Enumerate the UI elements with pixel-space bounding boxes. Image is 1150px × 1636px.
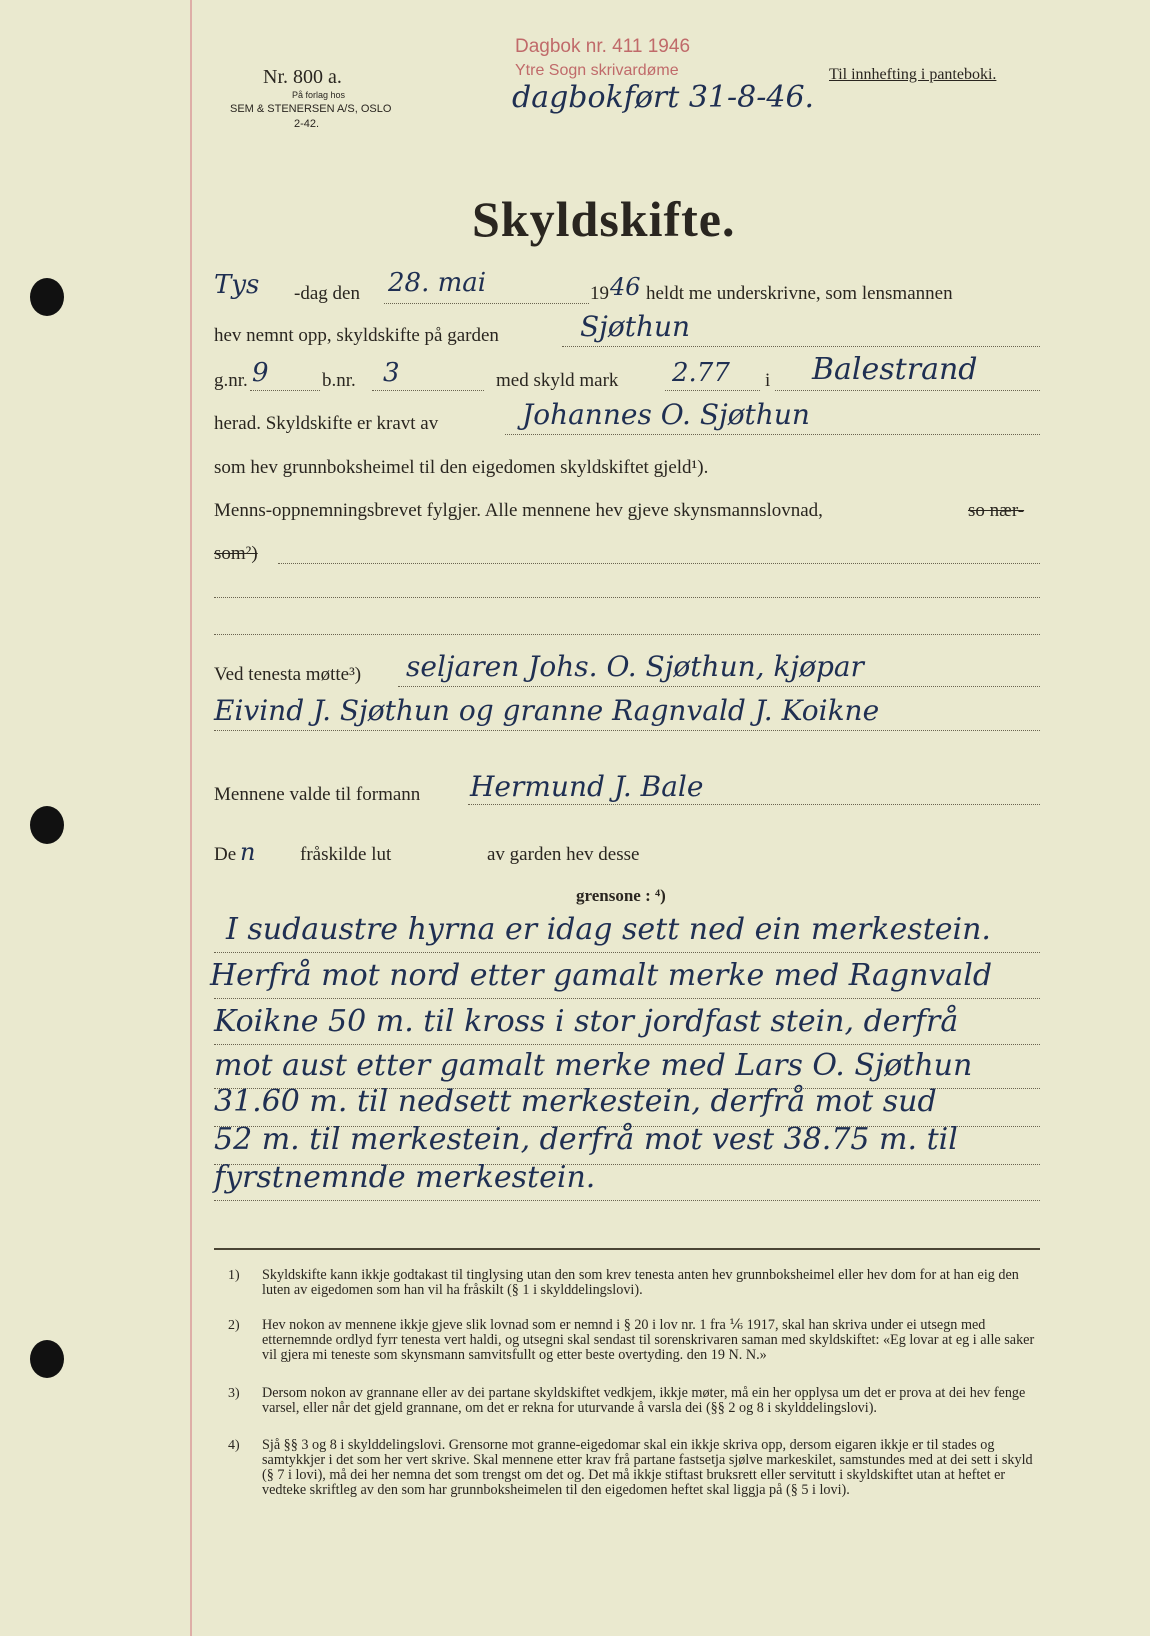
bnr-label: b.nr.	[322, 370, 356, 391]
municipality-line	[775, 390, 1040, 391]
lut-label-c: av garden hev desse	[487, 844, 640, 865]
blank-line-3	[214, 634, 1040, 635]
skyld-handwritten: 2.77	[672, 358, 730, 388]
weekday-handwritten: Tys	[214, 270, 260, 300]
boundary-line-7: fyrstnemnde merkestein.	[214, 1160, 596, 1195]
attendance-line-2	[214, 730, 1040, 731]
gnr-label: g.nr.	[214, 370, 248, 391]
boundary-line-3: Koikne 50 m. til kross i stor jordfast stein, derfrå	[214, 1004, 959, 1039]
year-handwritten: 46	[610, 273, 641, 301]
form-number: Nr. 800 a.	[263, 66, 342, 88]
boundary-line-6: 52 m. til merkestein, derfrå mot vest 38.75 m. til	[214, 1122, 958, 1157]
punch-hole-bottom	[30, 1340, 64, 1378]
lut-handwritten: n	[240, 838, 256, 866]
gnr-handwritten: 9	[252, 358, 269, 388]
farm-line	[562, 346, 1040, 347]
lut-label-a: De	[214, 844, 237, 865]
line6-text: Menns-oppnemningsbrevet fylgjer. Alle mennene hev gjeve skynsmannslovnad,	[214, 500, 823, 521]
requester-handwritten: Johannes O. Sjøthun	[522, 398, 810, 431]
footnote-2-text: Hev nokon av mennene ikkje gjeve slik lovnad som er nemnd i § 20 i lov nr. 1 fra ⅙ 1917, skal han skriva under ei utsegn med etternemnde ordlyd fyrr tenesta vert haldi, og utsegni skal sendast til sorenskrivaren saman med skyldskiftet: «Eg lovar at eg i alle saker vil gjera mi teneste som skynsmann samvitsfullt og etter beste overtyding. den 19 N. N.»	[262, 1317, 1035, 1363]
lut-label-b: fråskilde lut	[300, 844, 392, 865]
line1-text: heldt me underskrivne, som lensmannen	[646, 283, 953, 304]
margin-line	[190, 0, 192, 1636]
punch-hole-middle	[30, 806, 64, 844]
boundary-rule-3	[214, 1044, 1040, 1045]
boundary-line-5: 31.60 m. til nedsett merkestein, derfrå mot sud	[214, 1084, 937, 1119]
footnote-3-text: Dersom nokon av grannane eller av dei partane skyldskiftet vedkjem, ikkje møter, må ein her opplysa um det er prova at dei hev fenge varsel, eller når det gjeld grannane, om det er rekna for uturvande å varsla dei (§§ 2 og 8 i skylddelingslovi).	[262, 1385, 1026, 1416]
publisher-line-3: 2-42.	[294, 118, 320, 130]
footnote-1-text: Skyldskifte kann ikkje godtakast til tinglysing utan den som krev tenesta anten hev grunnboksheimel eller hev dom for at han eig den luten av eigedomen som han vil ha fråskilt (§ 1 i skylddelingslovi).	[262, 1267, 1019, 1298]
boundary-label: grensone : ⁴)	[576, 886, 666, 905]
skyld-line	[665, 390, 760, 391]
boundary-rule-2	[214, 998, 1040, 999]
bnr-line	[372, 390, 484, 391]
punch-hole-top	[30, 278, 64, 316]
requester-line	[505, 434, 1040, 435]
publisher-line-1: På forlag hos	[292, 90, 346, 100]
line5-text: som hev grunnboksheimel til den eigedomen skyldskiftet gjeld¹).	[214, 457, 709, 478]
publisher-line-2: SEM & STENERSEN A/S, OSLO	[230, 103, 392, 115]
boundary-rule-1	[214, 952, 1040, 953]
line7-struck-text: som²)	[214, 543, 258, 564]
footnote-4-number: 4)	[228, 1438, 240, 1453]
date-line	[384, 303, 589, 304]
footnote-4-text: Sjå §§ 3 og 8 i skylddelingslovi. Grensorne mot granne-eigedomar skal ein ikkje skriva opp, dersom eigaren ikkje er til stades og samtykkjer i det som her vert skrive. Skal mennene etter krav frå partane fastsetja sjølve markeskilet, samstundes med at dei sett i skyld (§ 7 i lovi), må dei her nemna det som trengst om det og. Det må ikkje stiftast bruksrett eller servitutt i skyldskiftet utan at heftet er vedteke skriftleg av den som har grunnboksheimelen til den eigedomen heftet skal liggja på (§ 5 i lovi).	[262, 1437, 1033, 1498]
year-prefix: 19	[590, 283, 609, 304]
herad-label: herad. Skyldskifte er kravt av	[214, 413, 439, 434]
gnr-line	[250, 390, 320, 391]
footnote-separator	[214, 1248, 1040, 1250]
blank-line-1	[278, 563, 1040, 564]
attendance-handwritten-2: Eivind J. Sjøthun og granne Ragnvald J. Koikne	[214, 694, 880, 727]
blank-line-2	[214, 597, 1040, 598]
footnote-1-number: 1)	[228, 1268, 240, 1283]
line6-struck-text: so nær-	[968, 500, 1025, 521]
skyld-label: med skyld mark	[496, 370, 619, 391]
foreman-line	[468, 804, 1040, 805]
boundary-line-4: mot aust etter gamalt merke med Lars O. Sjøthun	[214, 1048, 973, 1083]
boundary-line-2: Herfrå mot nord etter gamalt merke med Ragnvald	[210, 958, 993, 993]
municipality-handwritten: Balestrand	[812, 352, 978, 387]
page-title: Skyldskifte.	[472, 191, 736, 247]
attendance-handwritten-1: seljaren Johs. O. Sjøthun, kjøpar	[406, 650, 864, 683]
diary-stamp: Dagbok nr. 411 1946	[515, 36, 691, 57]
attendance-line-1	[398, 686, 1040, 687]
footnote-3-number: 3)	[228, 1386, 240, 1401]
i-label: i	[765, 370, 771, 391]
bnr-handwritten: 3	[383, 358, 400, 388]
binding-note: Til innhefting i panteboki.	[829, 66, 997, 83]
date-handwritten: 28. mai	[388, 268, 487, 298]
handwritten-registration-date: dagbokført 31-8-46.	[512, 80, 815, 115]
footnote-2-number: 2)	[228, 1318, 240, 1333]
boundary-line-1: I sudaustre hyrna er idag sett ned ein merkestein.	[226, 912, 991, 947]
weekday-suffix: -dag den	[294, 283, 360, 304]
farm-prefix: hev nemnt opp, skyldskifte på garden	[214, 325, 499, 346]
foreman-label: Mennene valde til formann	[214, 784, 421, 805]
office-stamp: Ytre Sogn skrivardøme	[515, 62, 679, 79]
foreman-handwritten: Hermund J. Bale	[470, 770, 704, 803]
boundary-rule-7	[214, 1200, 1040, 1201]
farm-name-handwritten: Sjøthun	[580, 310, 691, 343]
attendance-label: Ved tenesta møtte³)	[214, 664, 362, 685]
